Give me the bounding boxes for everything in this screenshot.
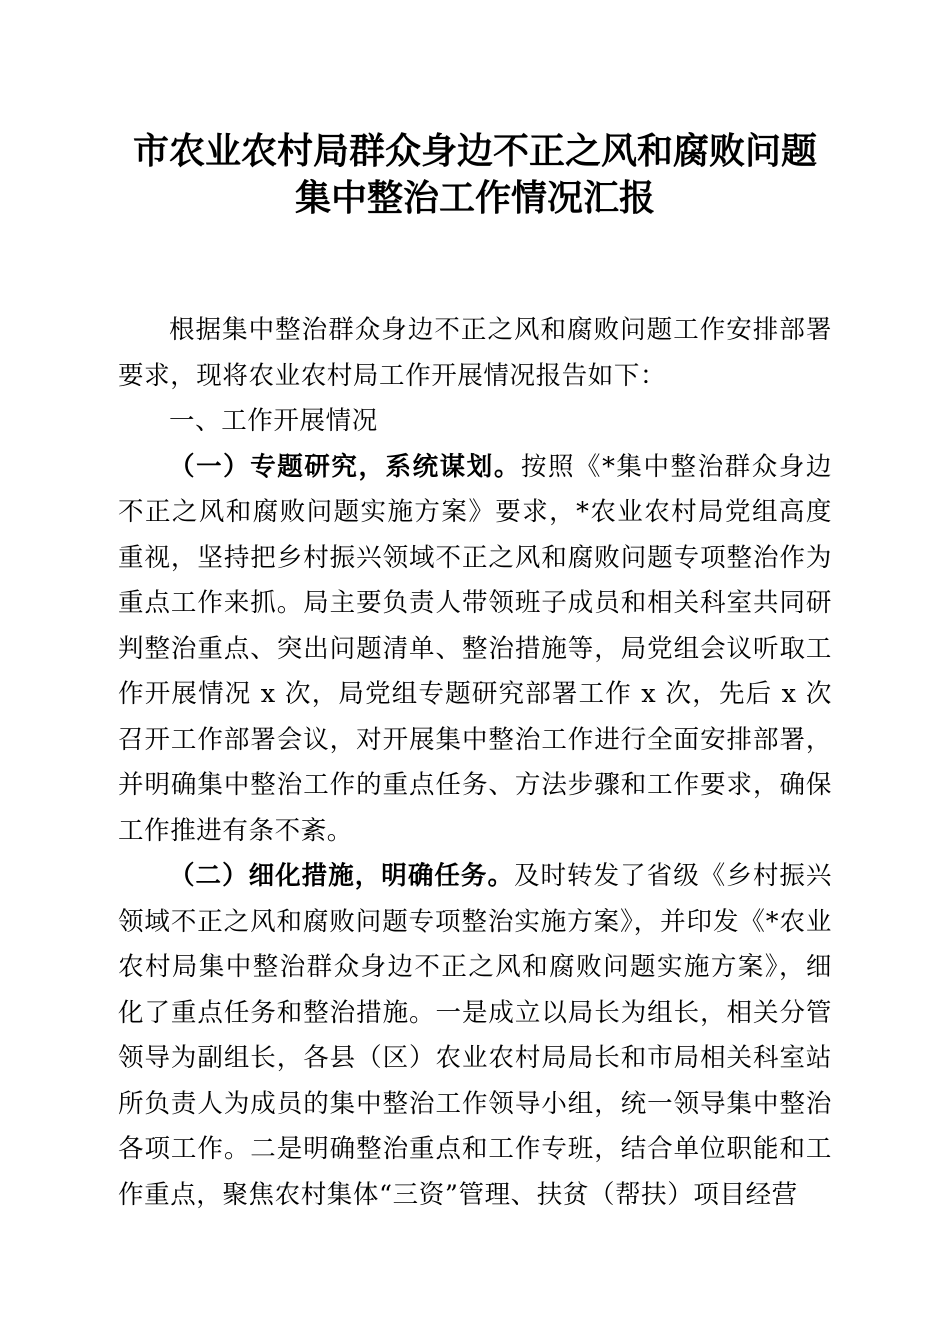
document-title: 市农业农村局群众身边不正之风和腐败问题集中整治工作情况汇报: [132, 130, 817, 219]
item-1-text: 按照《*集中整治群众身边不正之风和腐败问题实施方案》要求，*农业农村局党组高度重视，坚持把乡村振兴领域不正之风和腐败问题专项整治作为重点工作来抓。局主要负责人带领班子成员和相关科室共同研判整治重点、突出问题清单、整治措施等，局党组会议听取工作开展情况 x 次，局党组专题研究部署工作 x 次，先后 x 次召开工作部署会议，对开展集中整治工作进行全面安排部署，并明确集中整治工作的重点任务、方法步骤和工作要求，确保工作推进有条不紊。: [118, 451, 832, 846]
item-2-lead: （二）细化措施，明确任务。: [169, 861, 514, 891]
document-body: [118, 308, 832, 1218]
intro-paragraph: 根据集中整治群众身边不正之风和腐败问题工作安排部署要求，现将农业农村局工作开展情况报告如下：: [118, 315, 832, 391]
paragraph-item-1: [118, 445, 832, 855]
item-2-text: 及时转发了省级《乡村振兴领域不正之风和腐败问题专项整治实施方案》，并印发《*农业农村局集中整治群众身边不正之风和腐败问题实施方案》，细化了重点任务和整治措施。一是成立以局长为组长，相关分管领导为副组长，各县（区）农业农村局局长和市局相关科室站所负责人为成员的集中整治工作领导小组，统一领导集中整治各项工作。二是明确整治重点和工作专班，结合单位职能和工作重点，聚焦农村集体“三资”管理、扶贫（帮扶）项目经营: [118, 861, 832, 1210]
document-page: [118, 128, 832, 1218]
section-heading-work-progress: 一、工作开展情况: [169, 406, 378, 436]
paragraph-item-2: [118, 854, 832, 1218]
item-1-lead: （一）专题研究，系统谋划。: [169, 451, 521, 482]
